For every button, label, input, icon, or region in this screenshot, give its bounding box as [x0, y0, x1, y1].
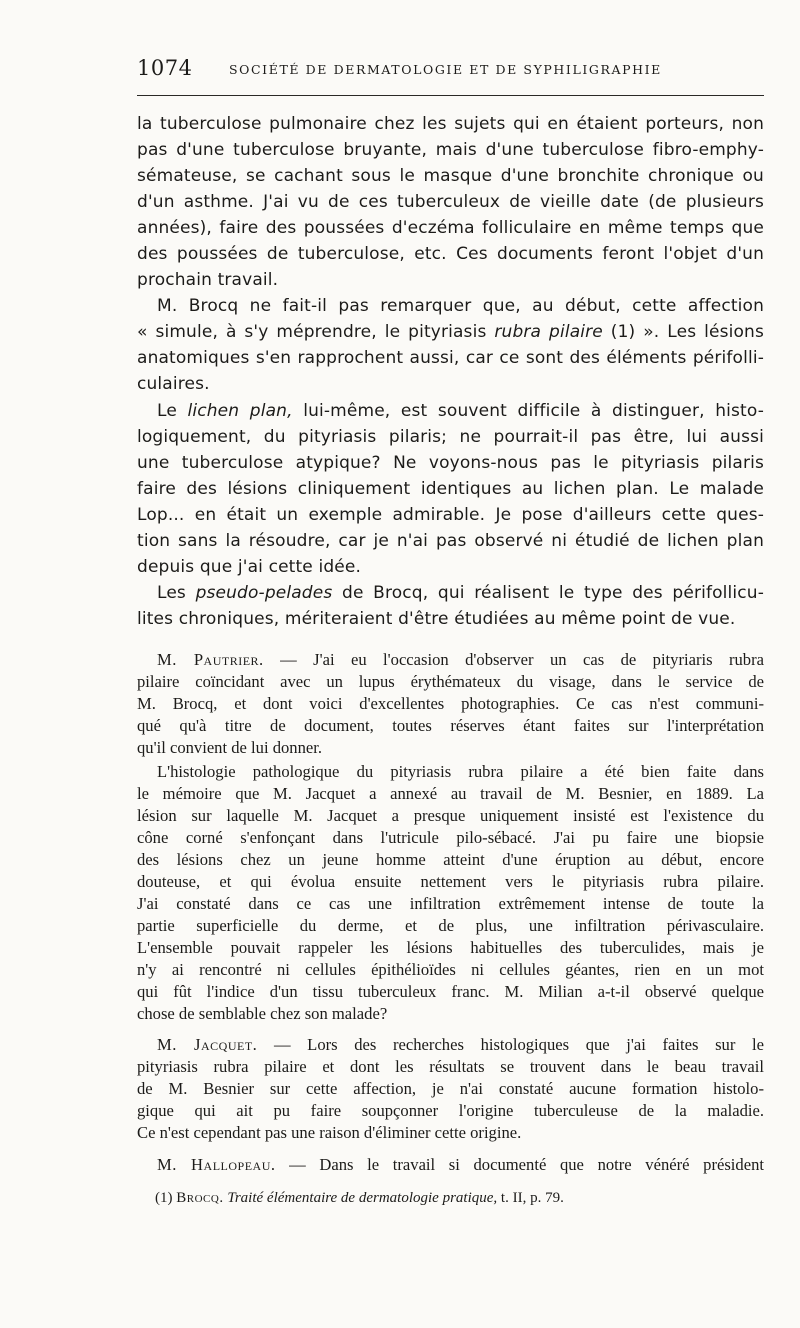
text-line: tion sans la résoudre, car je n'ai pas observé ni étudié de lichen plan [137, 531, 764, 551]
text-line: n'y ai rencontré ni cellules épithélioïdes ni cellules géantes, rien en un mot [137, 960, 764, 979]
text-line: sémateuse, se cachant sous le masque d'une bronchite chronique ou [137, 166, 764, 186]
text-line: depuis que j'ai cette idée. [137, 557, 362, 577]
text-line [137, 1035, 764, 1055]
text-line: M. Brocq, et dont voici d'excellentes photographies. Ce cas n'est communi- [137, 694, 764, 713]
text-line: d'un asthme. J'ai vu de ces tuberculeux de vieille date (de plusieurs [137, 192, 764, 212]
footnote-title: Traité élémentaire de dermatologie pratique, [223, 1190, 498, 1206]
text-run: — Lors des recherches histologiques que j'ai faites sur le [257, 1035, 764, 1054]
text-line: logiquement, du pityriasis pilaris; ne pourrait-il pas être, lui aussi [137, 427, 764, 447]
text-line: lites chroniques, mériteraient d'être étudiées au même point de vue. [137, 609, 736, 629]
text-line: gique qui ait pu faire soupçonner l'origine tuberculeuse de la maladie. [137, 1101, 764, 1120]
text-line [137, 401, 764, 421]
text-line: partie superficielle du derme, et de plus, une infiltration périvasculaire. [137, 916, 764, 935]
text-line: de M. Besnier sur cette affection, je n'ai constaté aucune formation histolo- [137, 1079, 764, 1098]
text-line: pilaire coïncidant avec un lupus érythémateux du visage, dans le service de [137, 672, 764, 691]
text-line: la tuberculose pulmonaire chez les sujets qui en étaient porteurs, non [137, 114, 764, 134]
text-line: le mémoire que M. Jacquet a annexé au travail de M. Besnier, en 1889. La [137, 784, 764, 803]
footnote-reference: t. II, p. 79. [497, 1190, 564, 1206]
text-line: années), faire des poussées d'eczéma folliculaire en même temps que [137, 218, 764, 238]
text-run: lui-même, est souvent difficile à distinguer, histo- [292, 401, 764, 421]
text-line: des lésions chez un jeune homme atteint d'une éruption au début, encore [137, 850, 764, 869]
text-line [137, 322, 764, 342]
speaker-name: M. Pautrier. [157, 650, 264, 669]
text-line: cône corné s'enfonçant dans l'utricule pilo-sébacé. J'ai pu faire une biopsie [137, 828, 764, 847]
text-line: lésion sur laquelle M. Jacquet a presque uniquement insisté est l'existence du [137, 806, 764, 825]
speaker-name: M. Hallopeau. [157, 1155, 276, 1174]
text-line: L'histologie pathologique du pityriasis rubra pilaire a été bien faite dans [157, 762, 764, 781]
text-line: qué qu'à titre de document, toutes réserves étant faites sur l'interprétation [137, 716, 764, 735]
text-line [137, 1155, 764, 1175]
text-run: « simule, à s'y méprendre, le pityriasis [137, 322, 495, 342]
italic-term: pseudo-pelades [195, 583, 333, 603]
text-run: — Dans le travail si documenté que notre vénéré président [275, 1155, 764, 1174]
text-line: anatomiques s'en rapprochent aussi, car ce sont des éléments périfolli- [137, 348, 764, 368]
text-run: Le [157, 401, 188, 421]
page-header [137, 56, 764, 86]
text-line [137, 583, 764, 603]
text-line: pityriasis rubra pilaire et dont les résultats se trouvent dans le beau travail [137, 1057, 764, 1076]
text-line: faire des lésions cliniquement identiques au lichen plan. Le malade [137, 479, 764, 499]
text-line: L'ensemble pouvait rappeler les lésions habituelles des tuberculides, mais je [137, 938, 764, 957]
text-run: — J'ai eu l'occasion d'observer un cas de pityriaris rubra [263, 650, 764, 669]
text-line: M. Brocq ne fait-il pas remarquer que, au début, cette affection [157, 296, 764, 316]
text-line: qui fût l'indice d'un tissu tuberculeux franc. M. Milian a-t-il observé quelque [137, 982, 764, 1001]
footnote [155, 1190, 764, 1207]
text-line [137, 650, 764, 670]
text-line: qu'il convient de lui donner. [137, 738, 323, 757]
text-line: des poussées de tuberculose, etc. Ces documents feront l'objet d'un [137, 244, 764, 264]
footnote-marker: (1) [155, 1190, 177, 1206]
text-run: de Brocq, qui réalisent le type des périfollicu- [332, 583, 764, 603]
text-line: culaires. [137, 374, 210, 394]
text-line: Lop... en était un exemple admirable. Je pose d'ailleurs cette ques- [137, 505, 764, 525]
speaker-name: M. Jacquet. [157, 1035, 258, 1054]
text-line: douteuse, et qui évolua ensuite nettement vers le pityriasis rubra pilaire. [137, 872, 764, 891]
italic-term: lichen plan, [187, 401, 293, 421]
text-line: pas d'une tuberculose bruyante, mais d'une tuberculose fibro-emphy- [137, 140, 764, 160]
text-line: prochain travail. [137, 270, 279, 290]
header-rule [137, 95, 764, 96]
running-title: SOCIÉTÉ DE DERMATOLOGIE ET DE SYPHILIGRAPHIE [229, 62, 662, 77]
footnote-author: Brocq. [176, 1190, 224, 1206]
text-run: (1) ». Les lésions [602, 322, 764, 342]
text-line: une tuberculose atypique? Ne voyons-nous pas le pityriasis pilaris [137, 453, 764, 473]
page-number: 1074 [137, 56, 193, 80]
text-line: J'ai constaté dans ce cas une infiltration extrêmement intense de toute la [137, 894, 764, 913]
text-line: chose de semblable chez son malade? [137, 1004, 388, 1023]
text-line: Ce n'est cependant pas une raison d'éliminer cette origine. [137, 1123, 522, 1142]
italic-term: rubra pilaire [494, 322, 603, 342]
text-run: Les [157, 583, 196, 603]
